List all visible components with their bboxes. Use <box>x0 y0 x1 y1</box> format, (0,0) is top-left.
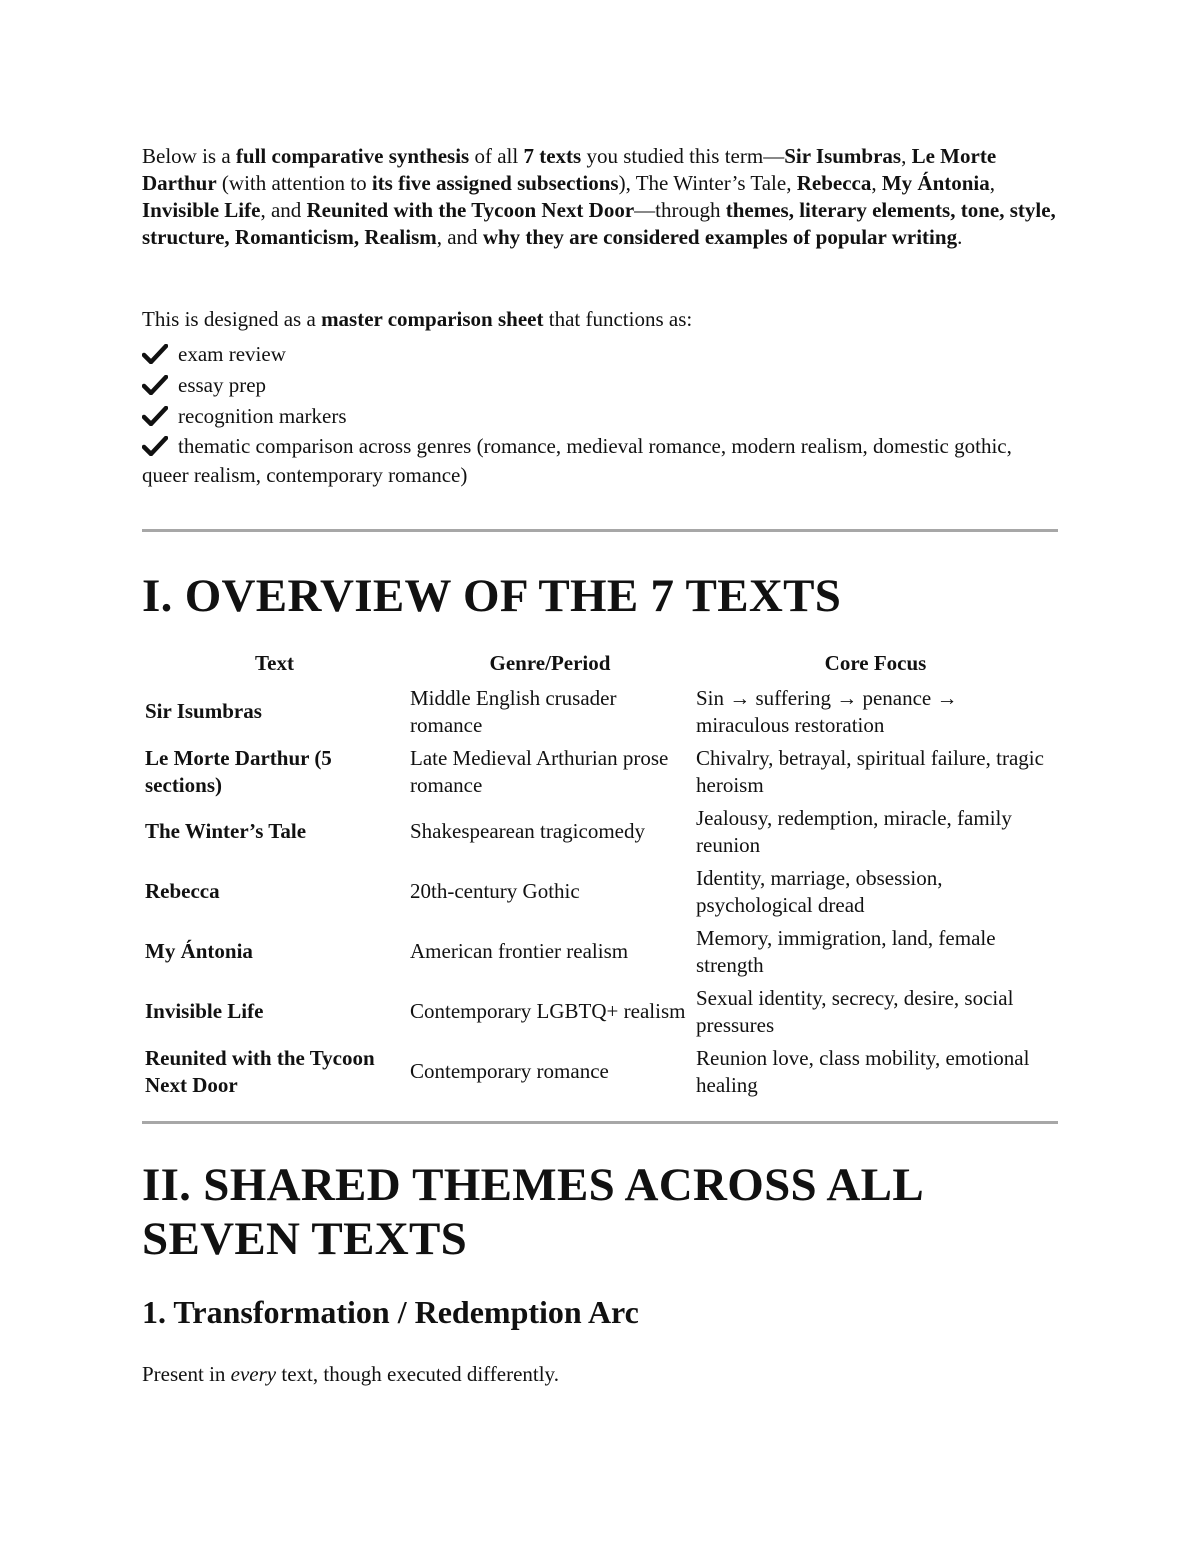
cell-focus: Sexual identity, secrecy, desire, social pressures <box>696 985 1014 1037</box>
table-row <box>142 803 1058 863</box>
table-row <box>142 1043 1058 1103</box>
cell-text: Sir Isumbras <box>145 699 262 723</box>
check-icon <box>142 436 168 454</box>
cell-text: The Winter’s Tale <box>145 819 307 843</box>
cell-focus: Sin → suffering → penance → miraculous restoration <box>696 685 958 737</box>
checklist-item: recognition markers <box>142 401 1058 432</box>
overview-table <box>142 648 1058 1103</box>
table-row <box>142 923 1058 983</box>
cell-text: Invisible Life <box>145 999 264 1023</box>
section-heading-overview: I. OVERVIEW OF THE 7 TEXTS <box>142 570 842 622</box>
section-divider <box>142 1121 1058 1124</box>
table-header-row <box>142 648 1058 683</box>
check-icon <box>142 375 168 393</box>
cell-text: Rebecca <box>145 879 220 903</box>
intro-paragraph: Below is a full comparative synthesis of all 7 texts you studied this term—Sir Isumbras, Le Morte Darthur (with attention to its five assigned subsections), The Winter’s Tale, Rebecca, My Ántonia, Invisible Life, and Reunited with the Tycoon Next Door—through themes, literary elements, tone, style, structure, Romanticism, Realism, and why they are considered examples of popular writing. <box>142 144 1056 249</box>
cell-text: Le Morte Darthur (5 sections) <box>145 745 332 797</box>
cell-focus: Identity, marriage, obsession, psychological dread <box>696 865 943 917</box>
table-row <box>142 743 1058 803</box>
cell-text: My Ántonia <box>145 939 253 963</box>
cell-genre: Contemporary romance <box>410 1059 609 1083</box>
column-header-text: Text <box>255 650 294 675</box>
cell-focus: Reunion love, class mobility, emotional healing <box>696 1045 1030 1097</box>
table-row <box>142 983 1058 1043</box>
check-icon <box>142 344 168 362</box>
checklist-item: essay prep <box>142 370 1058 401</box>
cell-text: Reunited with the Tycoon Next Door <box>145 1045 375 1097</box>
theme-paragraph: Present in every text, though executed differently. <box>142 1362 559 1386</box>
checklist-item: thematic comparison across genres (romance, medieval romance, modern realism, domestic gothic, queer realism, contemporary romance) <box>142 434 1012 487</box>
cell-genre: 20th-century Gothic <box>410 879 580 903</box>
check-icon <box>142 406 168 424</box>
cell-focus: Jealousy, redemption, miracle, family reunion <box>696 805 1012 857</box>
section-heading-shared-themes: II. SHARED THEMES ACROSS ALL SEVEN TEXTS <box>142 1159 922 1265</box>
cell-genre: Middle English crusader romance <box>410 685 617 737</box>
subheading-transformation: 1. Transformation / Redemption Arc <box>142 1294 639 1330</box>
purpose-checklist <box>142 339 1058 490</box>
lead-paragraph: This is designed as a master comparison sheet that functions as: <box>142 307 693 331</box>
cell-genre: Late Medieval Arthurian prose romance <box>410 745 669 797</box>
cell-genre: Contemporary LGBTQ+ realism <box>410 999 686 1023</box>
column-header-focus: Core Focus <box>824 650 927 675</box>
cell-genre: Shakespearean tragicomedy <box>410 819 645 843</box>
table-row <box>142 863 1058 923</box>
cell-focus: Memory, immigration, land, female strength <box>696 925 996 977</box>
checklist-item: exam review <box>142 339 1058 370</box>
cell-focus: Chivalry, betrayal, spiritual failure, tragic heroism <box>696 745 1044 797</box>
section-divider <box>142 529 1058 532</box>
column-header-genre: Genre/Period <box>489 650 611 675</box>
table-row <box>142 683 1058 743</box>
cell-genre: American frontier realism <box>410 939 629 963</box>
